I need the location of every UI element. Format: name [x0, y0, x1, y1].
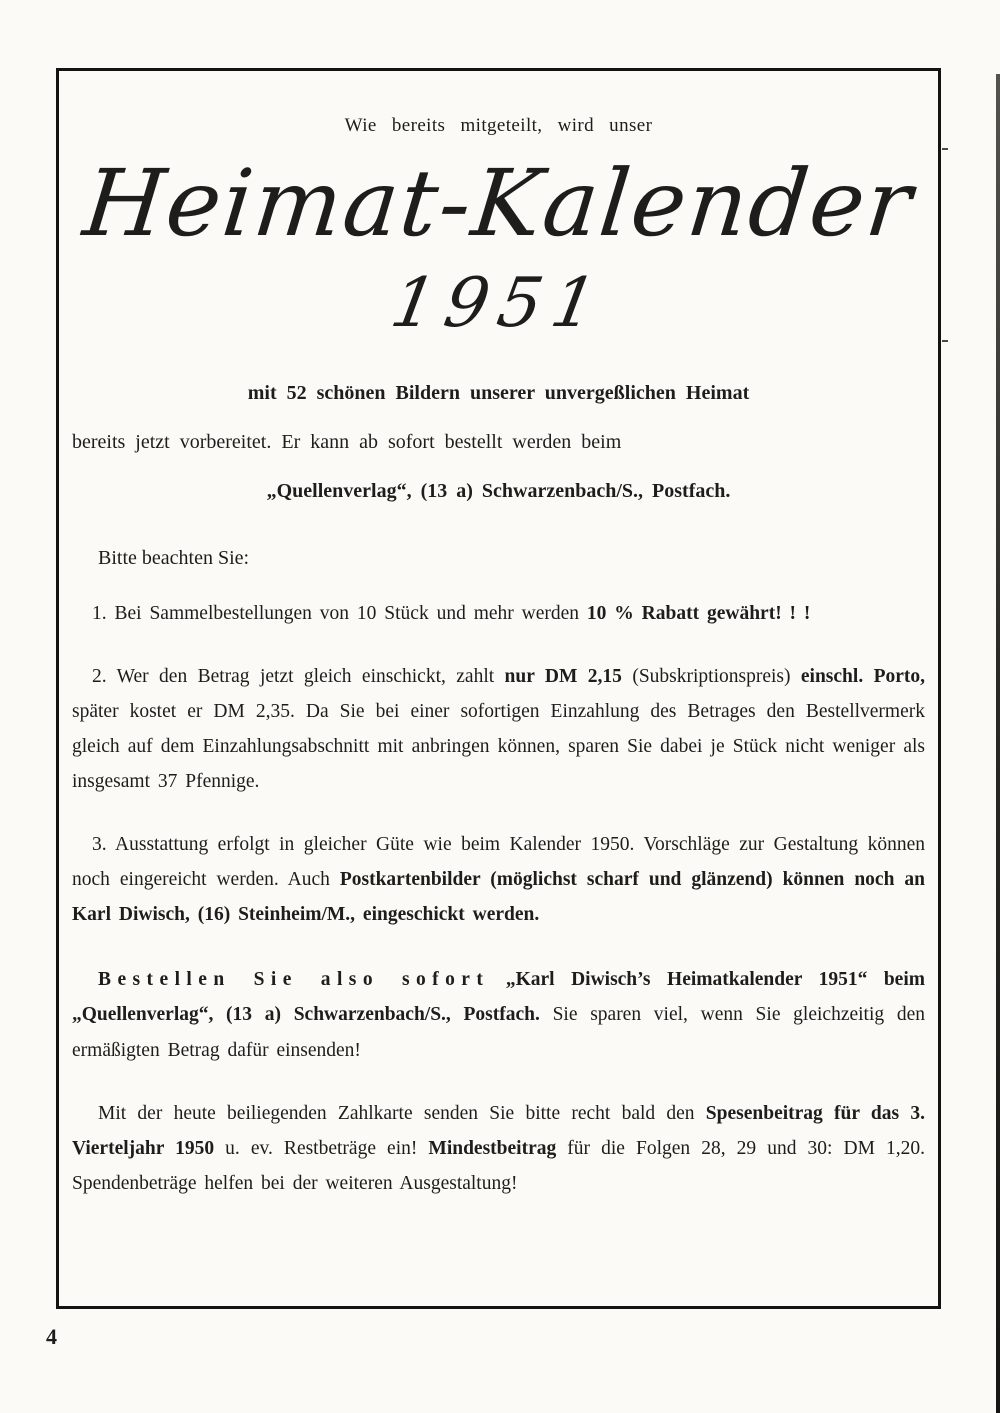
content-frame — [56, 68, 941, 1309]
notice-heading: Bitte beachten Sie: — [98, 546, 250, 569]
intro-line: Wie bereits mitgeteilt, wird unser — [344, 115, 653, 136]
page-number: 4 — [46, 1324, 57, 1349]
margin-tick-mark — [942, 340, 948, 342]
scan-binding-edge-artifact — [996, 74, 1000, 1413]
list-item-2: 2. Wer den Betrag jetzt gleich einschickt, zahlt nur DM 2,15 (Subskriptionspreis) einschl. Porto, später kostet er DM 2,35. Da Sie bei einer sofortigen Einzahlung des Betrages den Bestellvermerk gleich auf dem Einzahlungsabschnitt mit anbringen können, sparen Sie dabei je Stück nicht weniger als insgesamt 37 Pfennige. — [72, 665, 926, 792]
payment-paragraph: Mit der heute beiliegenden Zahlkarte senden Sie bitte recht bald den Spesenbeitrag für das 3. Vierteljahr 1950 u. ev. Restbeträge ein! Mindestbeitrag für die Folgen 28, 29 und 30: DM 1,20. Spendenbeträge helfen bei der weiteren Ausgestaltung! — [72, 1102, 925, 1194]
title-heimat-kalender: Heimat-Kalender — [78, 150, 919, 257]
order-paragraph: Bestellen Sie also sofort „Karl Diwisch’s Heimatkalender 1951“ beim „Quellenverlag“, (13 a) Schwarzenbach/S., Postfach. Sie sparen viel, wenn Sie gleichzeitig den ermäßigten Betrag dafür einsenden! — [72, 969, 925, 1061]
margin-tick-mark — [942, 148, 948, 150]
publisher-line: „Quellenverlag“, (13 a) Schwarzenbach/S., Postfach. — [266, 479, 731, 502]
lead-line: bereits jetzt vorbereitet. Er kann ab sofort bestellt werden beim — [72, 430, 622, 453]
list-item-3: 3. Ausstattung erfolgt in gleicher Güte wie beim Kalender 1950. Vorschläge zur Gestaltung können noch eingereicht werden. Auch Postkartenbilder (möglichst scharf und glänzend) können noch an Karl Diwisch, (16) Steinheim/M., eingeschickt werden. — [72, 834, 925, 926]
title-year-1951: 1951 — [385, 263, 613, 343]
list-item-1: 1. Bei Sammelbestellungen von 10 Stück und mehr werden 10 % Rabatt gewährt! ! ! — [92, 602, 811, 624]
subtitle-bold: mit 52 schönen Bildern unserer unvergeßlichen Heimat — [247, 381, 750, 404]
